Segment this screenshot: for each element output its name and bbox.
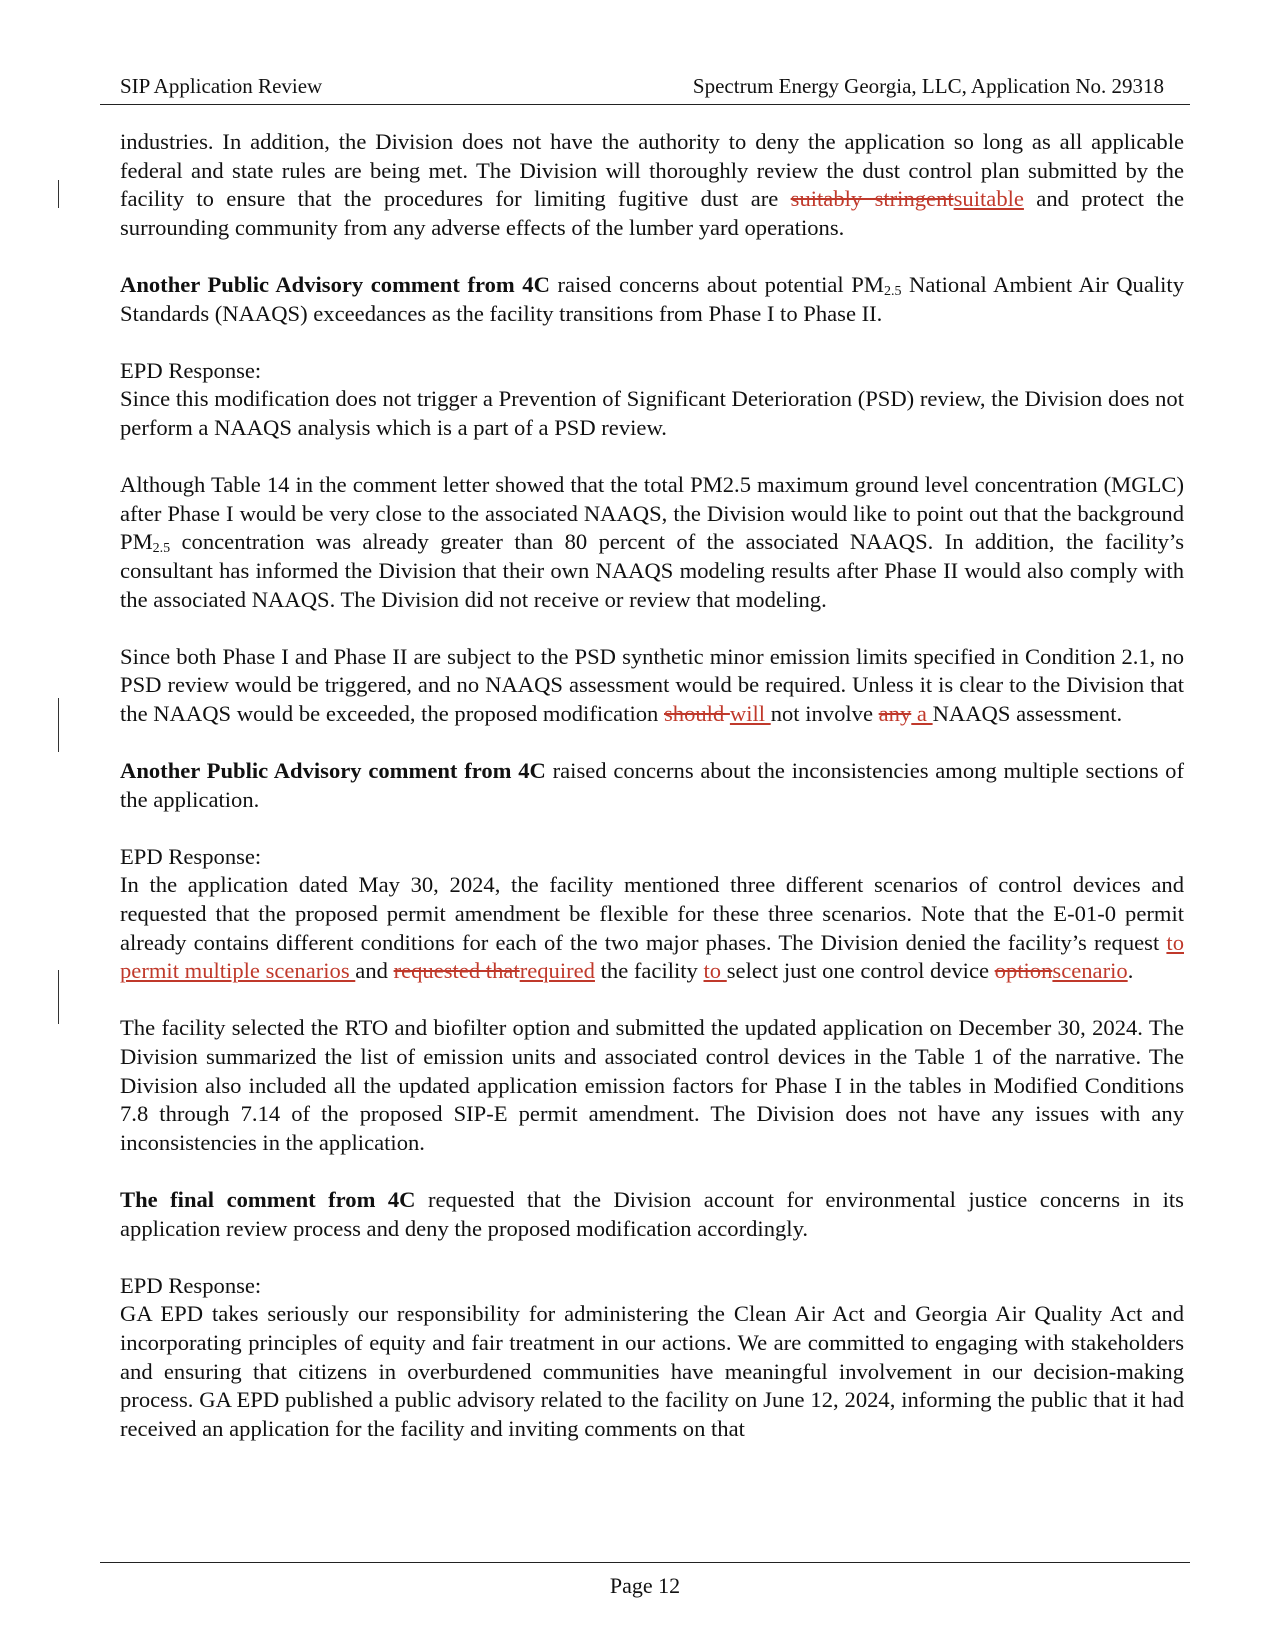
deleted-text: any — [878, 700, 912, 726]
header-doc-title: SIP Application Review — [120, 74, 323, 98]
inserted-text: required — [519, 958, 595, 984]
page-header — [100, 74, 1190, 105]
deleted-text: requested that — [393, 958, 520, 984]
paragraph: Since both Phase I and Phase II are subject to the PSD synthetic minor emission limits specified in Condition 2.1, no PSD review would be triggered, and no NAAQS assessment would be required. Unless it is clear to the Division that the NAAQS would be exceeded, the proposed modification should will not involve any a NAAQS assessment. — [120, 643, 1184, 726]
deleted-text: should — [664, 700, 730, 726]
change-bar — [58, 698, 59, 752]
comment-paragraph: The final comment from 4C requested that the Division account for environmental justice concerns in its application review process and deny the proposed modification accordingly. — [120, 1186, 1184, 1241]
change-bar — [58, 180, 59, 208]
change-bar — [58, 970, 59, 1024]
inserted-text: suitable — [953, 186, 1024, 212]
inserted-text: will — [729, 700, 771, 726]
document-body — [120, 128, 1184, 1443]
inserted-text: to permit multiple scenarios — [120, 929, 1184, 984]
paragraph: industries. In addition, the Division does not have the authority to deny the application so long as all applicable federal and state rules are being met. The Division will thoroughly review the dust control plan submitted by the facility to ensure that the procedures for limiting fugitive dust are suitably stringentsuitable and protect the surrounding community from any adverse effects of the lumber yard operations. — [120, 129, 1184, 240]
deleted-text: suitably stringent — [790, 186, 954, 212]
response-paragraph: Since this modification does not trigger a Prevention of Significant Deterioration (PSD) review, the Division does not perform a NAAQS analysis which is a part of a PSD review. — [120, 386, 1184, 440]
comment-paragraph: Another Public Advisory comment from 4C raised concerns about potential $PM_{2.5}$ National Ambient Air Quality Standards (NAAQS) exceedances as the facility transitions from Phase I to Phase II. — [120, 271, 1185, 326]
inserted-text: a — [911, 700, 933, 726]
inserted-text: to — [703, 958, 727, 984]
response-label: EPD Response: — [120, 843, 262, 869]
deleted-text: option — [994, 958, 1053, 984]
header-application-id: Spectrum Energy Georgia, LLC, Application No. 29318 — [692, 74, 1164, 98]
response-label: EPD Response: — [120, 357, 262, 383]
page-number: Page 12 — [609, 1573, 681, 1598]
page-footer — [100, 1562, 1190, 1599]
paragraph: Although Table 14 in the comment letter showed that the total PM2.5 maximum ground level concentration (MGLC) after Phase I would be very close to the associated NAAQS, the Division would like to point out that the background $PM_{2.5}$ concentration was already greater than 80 percent of the associated NAAQS. In addition, the facility’s consultant has informed the Division that their own NAAQS modeling results after Phase II would also comply with the associated NAAQS. The Division did not receive or review that modeling. — [120, 472, 1184, 612]
inserted-text: scenario — [1052, 958, 1128, 984]
comment-paragraph: Another Public Advisory comment from 4C raised concerns about the inconsistencies among multiple sections of the application. — [120, 758, 1184, 812]
response-paragraph: In the application dated May 30, 2024, the facility mentioned three different scenarios of control devices and requested that the proposed permit amendment be flexible for these three scenarios. Note that the E-01-0 permit already contains different conditions for each of the two major phases. The Division denied the facility’s request to permit multiple scenarios and requested thatrequired the facility to select just one control device optionscenario. — [120, 872, 1184, 984]
comment-lead: Another Public Advisory comment from 4C — [120, 271, 550, 297]
response-label: EPD Response: — [120, 1272, 262, 1298]
paragraph: The facility selected the RTO and biofilter option and submitted the updated application on December 30, 2024. The Division summarized the list of emission units and associated control devices in the Table 1 of the narrative. The Division also included all the updated application emission factors for Phase I in the tables in Modified Conditions 7.8 through 7.14 of the proposed SIP-E permit amendment. The Division does not have any issues with any inconsistencies in the application. — [120, 1015, 1184, 1155]
comment-lead: Another Public Advisory comment from 4C — [120, 758, 546, 784]
comment-lead: The final comment from 4C — [120, 1186, 416, 1212]
response-paragraph: GA EPD takes seriously our responsibility for administering the Clean Air Act and Georgia Air Quality Act and incorporating principles of equity and fair treatment in our actions. We are committed to engaging with stakeholders and ensuring that citizens in overburdened communities have meaningful involvement in our decision-making process. GA EPD published a public advisory related to the facility on June 12, 2024, informing the public that it had received an application for the facility and inviting comments on that — [120, 1301, 1184, 1441]
